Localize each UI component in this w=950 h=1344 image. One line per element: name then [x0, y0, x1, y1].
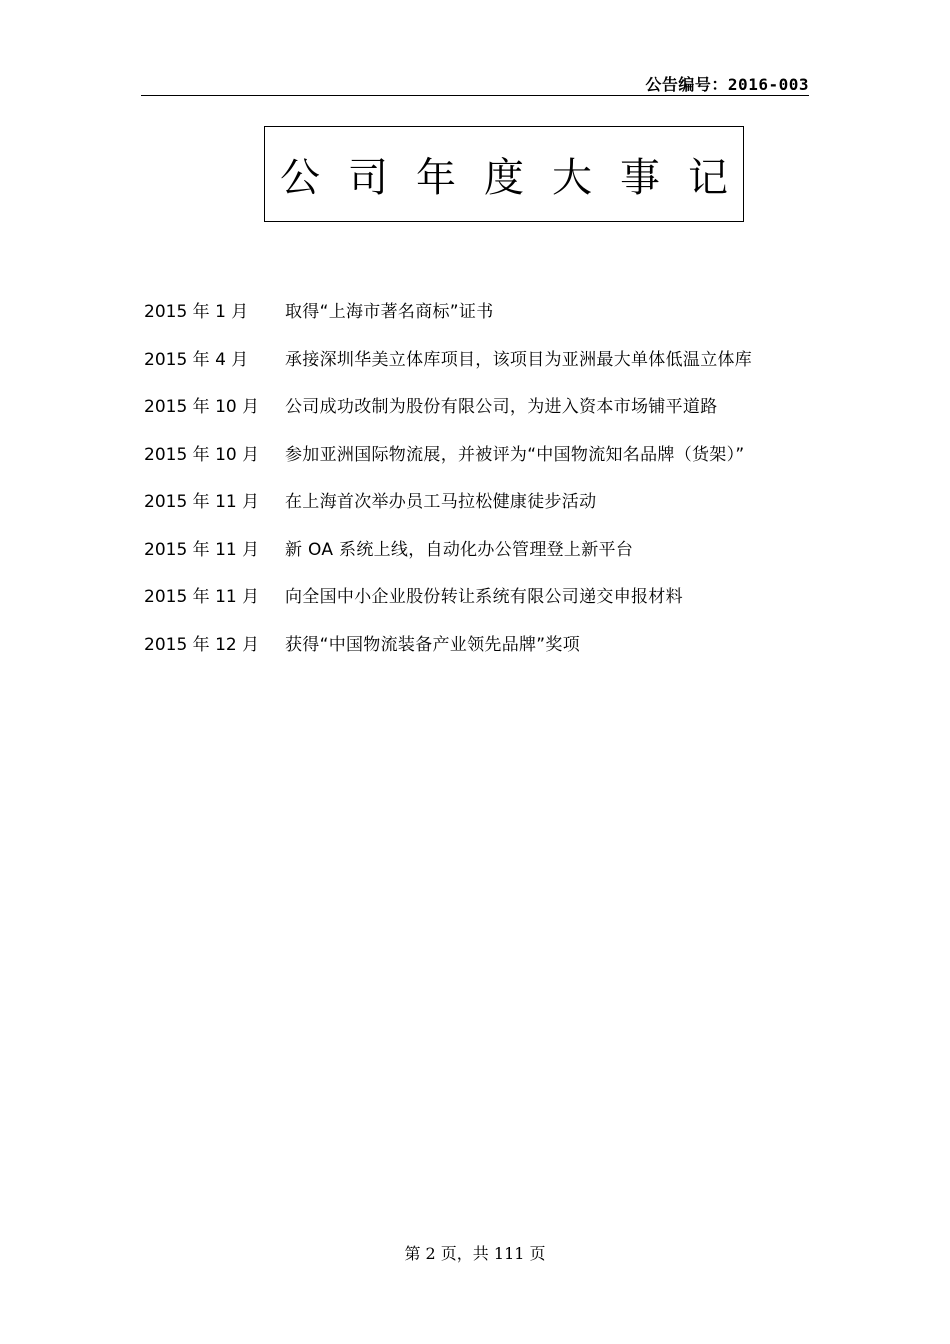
event-description: 公司成功改制为股份有限公司，为进入资本市场铺平道路 [285, 397, 718, 418]
page-number: 第 2 页，共 111 页 [404, 1244, 546, 1263]
page-header [141, 70, 809, 96]
title-box [264, 126, 756, 222]
event-date: 2015 年 1 月 [144, 302, 249, 323]
announcement-number: 公告编号：2016-003 [645, 75, 809, 94]
list-item [144, 571, 824, 619]
event-date: 2015 年 12 月 [144, 634, 260, 655]
event-description: 向全国中小企业股份转让系统有限公司递交申报材料 [285, 587, 683, 608]
list-item [144, 286, 824, 334]
event-date: 2015 年 11 月 [144, 539, 260, 560]
event-date: 2015 年 11 月 [144, 492, 260, 513]
event-date: 2015 年 11 月 [144, 587, 260, 608]
event-date: 2015 年 10 月 [144, 444, 260, 465]
list-item [144, 524, 824, 572]
event-description: 取得“上海市著名商标”证书 [285, 302, 494, 323]
list-item [144, 381, 824, 429]
events-list [144, 286, 824, 666]
event-description: 新 OA 系统上线，自动化办公管理登上新平台 [285, 539, 634, 560]
page-footer [0, 1241, 950, 1264]
event-description: 在上海首次举办员工马拉松健康徒步活动 [285, 492, 597, 513]
page-title: 公司年度大事记 [280, 154, 756, 201]
event-description: 承接深圳华美立体库项目，该项目为亚洲最大单体低温立体库 [285, 349, 753, 370]
event-description: 参加亚洲国际物流展，并被评为“中国物流知名品牌（货架）” [285, 444, 745, 465]
list-item [144, 476, 824, 524]
list-item [144, 429, 824, 477]
event-date: 2015 年 4 月 [144, 349, 249, 370]
list-item [144, 619, 824, 667]
event-description: 获得“中国物流装备产业领先品牌”奖项 [285, 634, 581, 655]
list-item [144, 334, 824, 382]
event-date: 2015 年 10 月 [144, 397, 260, 418]
